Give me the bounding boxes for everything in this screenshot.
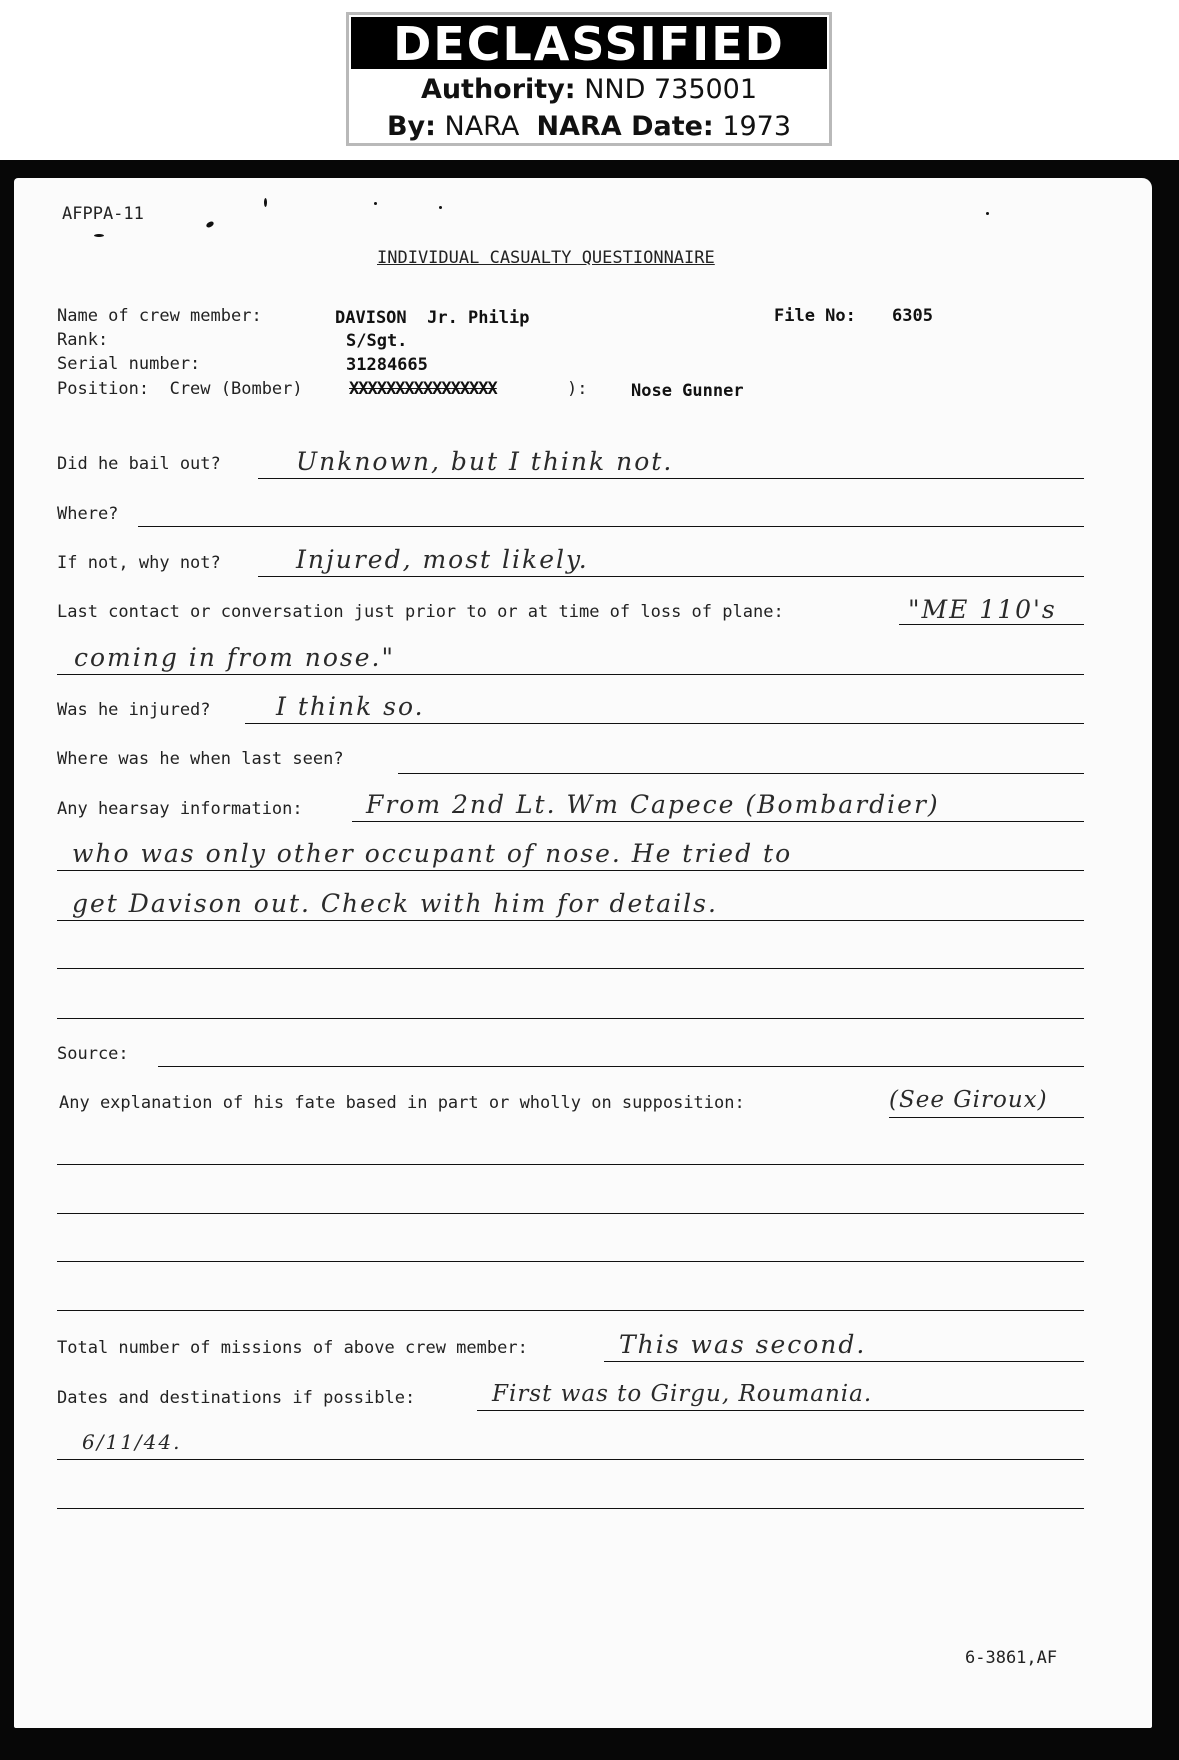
- stamp-by-label: By:: [386, 111, 436, 142]
- scan-speck: [986, 212, 989, 215]
- question-last-seen: Where was he when last seen?: [57, 749, 344, 769]
- answer-line: [57, 1459, 1084, 1460]
- question-hearsay: Any hearsay information:: [57, 799, 303, 819]
- answer-missions: This was second.: [619, 1330, 867, 1359]
- stamp-by-value: NARA: [444, 111, 520, 142]
- question-where: Where?: [57, 504, 119, 524]
- answer-line: [57, 968, 1084, 969]
- question-missions: Total number of missions of above crew member:: [57, 1338, 528, 1358]
- answer-dates-1: First was to Girgu, Roumania.: [492, 1381, 873, 1407]
- answer-hearsay-3: get Davison out. Check with him for details.: [72, 889, 718, 918]
- position-colon: ):: [567, 379, 588, 399]
- answer-line: [57, 1213, 1084, 1214]
- rank-value: S/Sgt.: [346, 331, 408, 351]
- answer-line: [57, 1261, 1084, 1262]
- question-injured: Was he injured?: [57, 700, 211, 720]
- answer-injured: I think so.: [276, 692, 425, 721]
- stamp-date-label: NARA Date:: [536, 111, 714, 142]
- position-value: Nose Gunner: [631, 381, 744, 401]
- answer-line: [57, 1310, 1084, 1311]
- answer-if-not: Injured, most likely.: [296, 545, 589, 574]
- form-title: INDIVIDUAL CASUALTY QUESTIONNAIRE: [377, 248, 715, 268]
- answer-line: [899, 624, 1084, 625]
- answer-line: [158, 1066, 1084, 1067]
- answer-line: [138, 526, 1084, 527]
- stamp-title: DECLASSIFIED: [351, 17, 827, 69]
- question-source: Source:: [57, 1044, 129, 1064]
- answer-line: [57, 1508, 1084, 1509]
- serial-value: 31284665: [346, 355, 428, 375]
- question-bail-out: Did he bail out?: [57, 454, 221, 474]
- scan-speck: [374, 202, 377, 205]
- declassified-stamp: [346, 12, 832, 146]
- answer-line: [57, 1018, 1084, 1019]
- stamp-authority: [349, 71, 829, 108]
- answer-line: [604, 1361, 1084, 1362]
- file-label: File No:: [774, 306, 856, 326]
- file-value: 6305: [892, 306, 933, 326]
- name-value: DAVISON Jr. Philip: [335, 308, 530, 328]
- footer-code: 6-3861,AF: [965, 1648, 1058, 1668]
- answer-line: [57, 1164, 1084, 1165]
- answer-bail-out: Unknown, but I think not.: [296, 447, 674, 476]
- answer-line: [57, 870, 1084, 871]
- serial-label: Serial number:: [57, 354, 201, 374]
- stamp-date-value: 1973: [722, 111, 792, 142]
- answer-explanation: (See Giroux): [889, 1087, 1048, 1113]
- scan-speck: [439, 206, 442, 209]
- name-label: Name of crew member:: [57, 306, 262, 326]
- answer-line: [57, 674, 1084, 675]
- position-struck-text: XXXXXXXXXXXXXXXX: [349, 379, 497, 399]
- answer-dates-2: 6/11/44.: [82, 1430, 182, 1454]
- scan-speck: [205, 220, 214, 228]
- answer-last-contact-1: "ME 110's: [908, 595, 1057, 624]
- answer-line: [245, 723, 1084, 724]
- stamp-authority-value: NND 735001: [584, 74, 758, 105]
- question-dates: Dates and destinations if possible:: [57, 1388, 416, 1408]
- answer-line: [352, 821, 1084, 822]
- answer-hearsay-2: who was only other occupant of nose. He tried to: [72, 839, 793, 868]
- scan-speck: [264, 198, 267, 207]
- answer-line: [889, 1117, 1084, 1118]
- question-last-contact: Last contact or conversation just prior to or at time of loss of plane:: [57, 602, 784, 622]
- answer-last-contact-2: coming in from nose.": [74, 643, 395, 672]
- question-if-not: If not, why not?: [57, 553, 221, 573]
- question-explanation: Any explanation of his fate based in part or wholly on supposition:: [59, 1093, 745, 1113]
- answer-line: [398, 773, 1084, 774]
- rank-label: Rank:: [57, 330, 109, 350]
- stamp-authority-label: Authority:: [420, 74, 576, 105]
- answer-hearsay-1: From 2nd Lt. Wm Capece (Bombardier): [366, 790, 940, 819]
- scan-speck: [94, 234, 104, 237]
- position-label: Position: Crew (Bomber): [57, 379, 303, 399]
- answer-line: [57, 920, 1084, 921]
- answer-line: [477, 1410, 1084, 1411]
- questionnaire-page: [14, 178, 1152, 1728]
- answer-line: [258, 576, 1084, 577]
- stamp-by-date: [349, 108, 829, 145]
- form-id: AFPPA-11: [62, 204, 144, 224]
- answer-line: [258, 478, 1084, 479]
